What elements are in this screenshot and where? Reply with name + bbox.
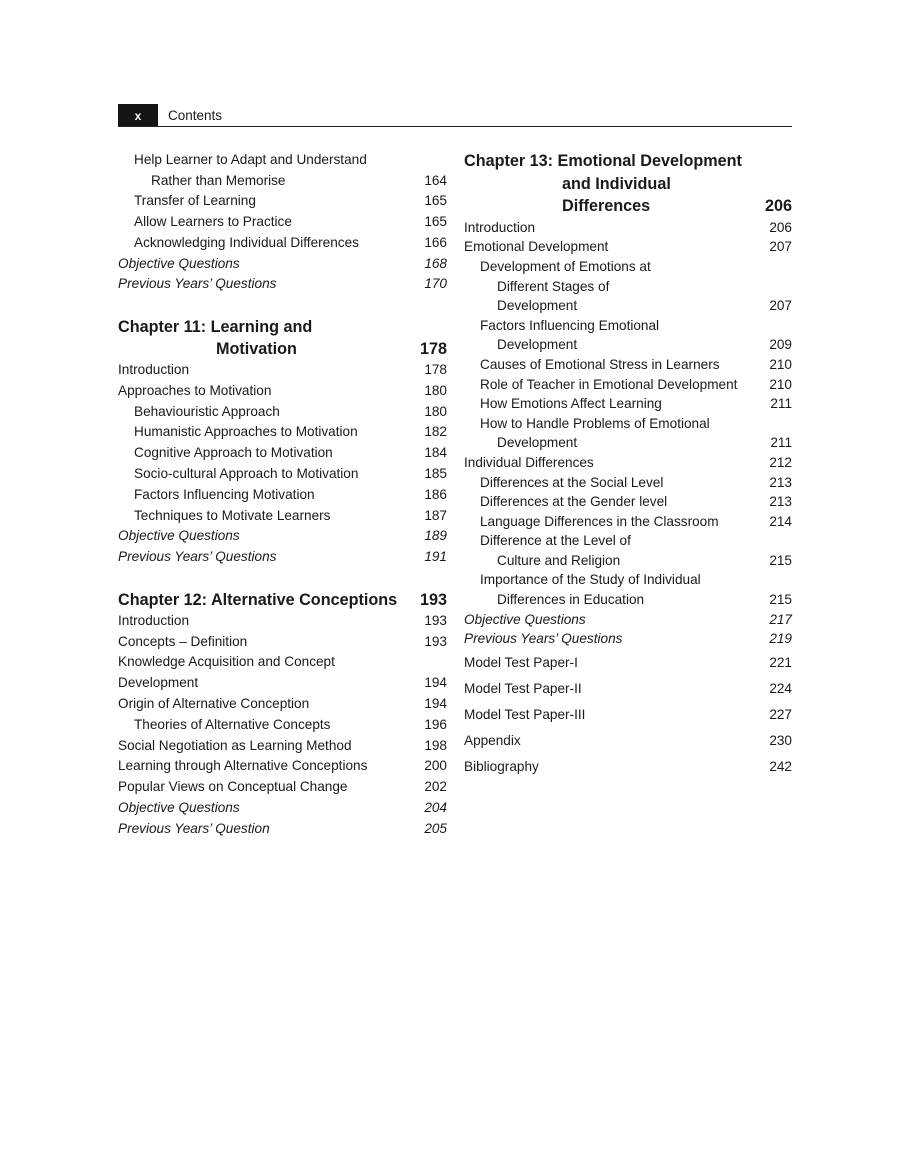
toc-page: 185 xyxy=(424,465,447,481)
toc-page: 178 xyxy=(419,339,447,358)
toc-page: 242 xyxy=(769,758,792,774)
toc-entry xyxy=(118,777,447,798)
toc-entry-previous xyxy=(464,629,792,649)
toc-page: 207 xyxy=(769,239,792,255)
toc-title: Chapter 11: Learning and xyxy=(118,317,313,336)
toc-entry xyxy=(464,218,792,238)
toc-title: Popular Views on Conceptual Change xyxy=(118,779,348,795)
toc-page: 196 xyxy=(424,716,447,732)
toc-page: 202 xyxy=(424,779,447,795)
toc-entry xyxy=(118,381,447,402)
toc-page: 214 xyxy=(769,513,792,529)
toc-page: 219 xyxy=(769,631,792,647)
toc-page: 165 xyxy=(424,193,447,209)
toc-title: Approaches to Motivation xyxy=(118,382,272,398)
toc-title: Model Test Paper-II xyxy=(464,680,582,696)
toc-page: 210 xyxy=(769,376,792,392)
toc-title: Causes of Emotional Stress in Learners xyxy=(480,356,720,372)
toc-page: 205 xyxy=(424,820,447,836)
toc-page: 211 xyxy=(770,435,792,451)
toc-entry xyxy=(464,473,792,493)
toc-title: Motivation xyxy=(216,339,297,358)
toc-entry-previous xyxy=(118,274,447,295)
toc-title: How to Handle Problems of Emotional xyxy=(480,415,710,431)
toc-title: Differences xyxy=(562,197,651,216)
toc-page: 204 xyxy=(424,800,447,816)
toc-title: Individual Differences xyxy=(464,454,594,470)
toc-title: Introduction xyxy=(464,219,536,235)
toc-entry xyxy=(464,676,792,702)
toc-title: Chapter 12: Alternative Conceptions xyxy=(118,590,398,609)
toc-title: Development xyxy=(497,298,578,314)
toc-title: Learning through Alternative Conceptions xyxy=(118,758,368,774)
toc-left-column xyxy=(118,150,447,840)
toc-page: 217 xyxy=(769,611,792,627)
toc-page: 200 xyxy=(424,758,447,774)
toc-entry xyxy=(118,212,447,233)
toc-title: Humanistic Approaches to Motivation xyxy=(134,424,358,440)
toc-title: Cognitive Approach to Motivation xyxy=(134,445,333,461)
toc-title: Objective Questions xyxy=(118,800,240,816)
toc-page: 207 xyxy=(769,298,792,314)
toc-title: Theories of Alternative Concepts xyxy=(134,716,331,732)
toc-page: 164 xyxy=(424,172,447,188)
toc-page: 178 xyxy=(424,361,447,377)
toc-title: Objective Questions xyxy=(118,255,240,271)
toc-title: Factors Influencing Motivation xyxy=(134,486,315,502)
toc-page: 210 xyxy=(769,356,792,372)
chapter-13-heading xyxy=(464,150,792,218)
toc-entry xyxy=(118,360,447,381)
toc-title: Bibliography xyxy=(464,758,539,774)
chapter-11-heading xyxy=(118,316,447,360)
toc-entry xyxy=(118,402,447,423)
toc-title: Introduction xyxy=(118,612,190,628)
toc-title: Factors Influencing Emotional xyxy=(480,317,660,333)
toc-entry xyxy=(118,233,447,254)
toc-entry xyxy=(118,756,447,777)
toc-page: 212 xyxy=(769,454,792,470)
toc-title: Objective Questions xyxy=(464,611,586,627)
toc-title: Differences at the Social Level xyxy=(480,474,664,490)
toc-entry xyxy=(118,485,447,506)
toc-page: 193 xyxy=(419,590,447,609)
toc-page: 193 xyxy=(424,633,447,649)
toc-title: Introduction xyxy=(118,361,190,377)
toc-page: 186 xyxy=(424,486,447,502)
toc-entry xyxy=(464,512,792,532)
toc-entry xyxy=(118,191,447,212)
toc-title: Social Negotiation as Learning Method xyxy=(118,737,352,753)
toc-title: Previous Years’ Questions xyxy=(464,631,623,647)
toc-entry xyxy=(464,453,792,473)
page-number: x xyxy=(118,104,158,126)
toc-title: Transfer of Learning xyxy=(134,193,256,209)
toc-entry xyxy=(464,649,792,676)
toc-page: 206 xyxy=(764,197,792,216)
toc-page: 165 xyxy=(424,214,447,230)
toc-entry xyxy=(464,257,792,316)
toc-page: 170 xyxy=(424,276,447,292)
toc-title: Rather than Memorise xyxy=(151,172,286,188)
toc-page: 180 xyxy=(424,403,447,419)
toc-title: Techniques to Motivate Learners xyxy=(134,507,331,523)
toc-title: Socio-cultural Approach to Motivation xyxy=(134,465,359,481)
chapter-12-heading xyxy=(118,589,447,611)
toc-entry-objective xyxy=(464,610,792,630)
toc-title: How Emotions Affect Learning xyxy=(480,396,662,412)
toc-page: 194 xyxy=(424,675,447,691)
toc-title: Help Learner to Adapt and Understand xyxy=(134,152,367,167)
toc-entry-objective xyxy=(118,526,447,547)
toc-entry xyxy=(118,422,447,443)
toc-title: Behaviouristic Approach xyxy=(134,403,280,419)
toc-entry-previous xyxy=(118,819,447,840)
toc-entry-objective xyxy=(118,798,447,819)
toc-entry xyxy=(118,443,447,464)
toc-title: Acknowledging Individual Differences xyxy=(134,234,359,250)
toc-page: 221 xyxy=(769,654,792,670)
toc-title: Model Test Paper-I xyxy=(464,654,578,670)
toc-title: Previous Years’ Question xyxy=(118,820,270,836)
toc-entry xyxy=(464,728,792,754)
toc-page: 194 xyxy=(424,696,447,712)
toc-title: Emotional Development xyxy=(464,239,609,255)
toc-entry-objective xyxy=(118,254,447,275)
toc-entry xyxy=(464,394,792,414)
toc-page: 191 xyxy=(424,549,447,565)
toc-title: Knowledge Acquisition and Concept xyxy=(118,654,335,670)
toc-page: 230 xyxy=(769,732,792,748)
toc-page: 227 xyxy=(769,706,792,722)
toc-title: Allow Learners to Practice xyxy=(134,214,292,230)
toc-title: Different Stages of xyxy=(497,278,610,294)
toc-title: Origin of Alternative Conception xyxy=(118,696,310,712)
toc-entry xyxy=(118,694,447,715)
toc-title: Language Differences in the Classroom xyxy=(480,513,719,529)
toc-entry xyxy=(464,355,792,375)
toc-page: 224 xyxy=(769,680,792,696)
toc-title: Culture and Religion xyxy=(497,552,621,568)
page-header xyxy=(118,104,792,127)
toc-title: Development xyxy=(497,435,578,451)
toc-entry xyxy=(118,464,447,485)
toc-page: 187 xyxy=(424,507,447,523)
running-title: Contents xyxy=(168,108,223,123)
toc-entry-previous xyxy=(118,547,447,568)
toc-entry xyxy=(118,632,447,653)
toc-title: Role of Teacher in Emotional Development xyxy=(480,376,738,392)
toc-entry xyxy=(464,570,792,609)
toc-page: 206 xyxy=(769,219,792,235)
toc-entry xyxy=(118,736,447,757)
toc-title: Development xyxy=(118,675,199,691)
toc-page: 198 xyxy=(424,737,447,753)
toc-page: 166 xyxy=(424,234,447,250)
toc-title: Difference at the Level of xyxy=(480,533,631,549)
toc-page: 215 xyxy=(769,592,792,608)
toc-entry xyxy=(118,611,447,632)
toc-title: Differences at the Gender level xyxy=(480,494,668,510)
toc-entry xyxy=(464,702,792,728)
toc-page: 182 xyxy=(424,424,447,440)
toc-entry xyxy=(118,715,447,736)
toc-title: Chapter 13: Emotional Development xyxy=(464,152,742,170)
toc-title: Development xyxy=(497,337,578,353)
toc-title: Importance of the Study of Individual xyxy=(480,572,701,588)
toc-entry xyxy=(464,316,792,355)
toc-title: Previous Years’ Questions xyxy=(118,549,277,565)
toc-entry xyxy=(464,414,792,453)
toc-title: and Individual xyxy=(562,174,671,193)
toc-right-column xyxy=(464,150,792,780)
toc-page: 168 xyxy=(424,255,447,271)
toc-entry xyxy=(464,754,792,780)
toc-title: Concepts – Definition xyxy=(118,633,248,649)
toc-page: 213 xyxy=(769,494,792,510)
toc-title: Development of Emotions at xyxy=(480,258,651,274)
toc-entry xyxy=(464,375,792,395)
toc-entry xyxy=(118,150,447,191)
toc-entry xyxy=(464,492,792,512)
toc-page: 180 xyxy=(424,382,447,398)
toc-entry xyxy=(464,531,792,570)
toc-page: 193 xyxy=(424,612,447,628)
toc-title: Previous Years’ Questions xyxy=(118,276,277,292)
toc-entry xyxy=(118,506,447,527)
toc-title: Model Test Paper-III xyxy=(464,706,586,722)
toc-entry xyxy=(464,237,792,257)
toc-title: Objective Questions xyxy=(118,528,240,544)
toc-page: 215 xyxy=(769,552,792,568)
toc-title: Differences in Education xyxy=(497,592,645,608)
toc-entry xyxy=(118,652,447,694)
toc-page: 213 xyxy=(769,474,792,490)
toc-page: 189 xyxy=(424,528,447,544)
toc-page: 184 xyxy=(424,445,447,461)
toc-page: 209 xyxy=(769,337,792,353)
toc-page: 211 xyxy=(770,396,792,412)
toc-title: Appendix xyxy=(464,732,521,748)
